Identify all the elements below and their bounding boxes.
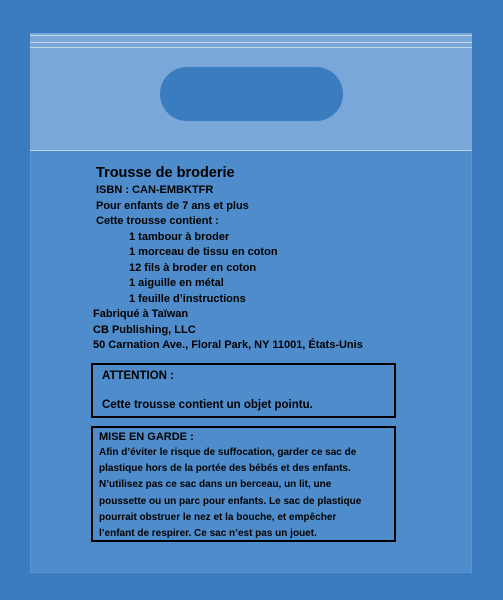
warning-box [91, 426, 396, 542]
bag-top-strip [30, 33, 472, 151]
contents-heading: Cette trousse contient : [96, 215, 219, 227]
product-title: Trousse de broderie [96, 165, 235, 181]
contents-item: 1 tambour à broder [129, 230, 230, 243]
warning-heading: MISE EN GARDE : [99, 431, 194, 443]
warning-line: poussette ou un parc pour enfants. Le sac de plastique [99, 495, 362, 507]
attention-heading: ATTENTION : [102, 370, 174, 382]
bag-handle-cutout [160, 67, 343, 121]
warning-line: N’utilisez pas ce sac dans un berceau, un lit, une [99, 479, 332, 491]
contents-item: 1 aiguille en métal [129, 277, 224, 289]
zip-line [30, 42, 472, 43]
contents-item: 12 fils à broder en coton [129, 261, 257, 274]
origin: Fabriqué à Taïwan [93, 308, 189, 320]
product-info [67, 164, 447, 354]
warning-line: pourrait obstruer le nez et la bouche, et empêcher [99, 511, 337, 523]
publisher-address: 50 Carnation Ave., Floral Park, NY 11001, États-Unis [93, 339, 363, 351]
attention-box [91, 363, 396, 418]
warning-line: Afin d’éviter le risque de suffocation, garder ce sac de [99, 447, 357, 458]
publisher: CB Publishing, LLC [93, 323, 196, 336]
contents-item: 1 feuille d’instructions [129, 292, 246, 305]
warning-line: l’enfant de respirer. Ce sac n’est pas un jouet. [99, 528, 317, 540]
attention-text: Cette trousse contient un objet pointu. [102, 399, 313, 411]
zip-line [30, 47, 472, 48]
contents-item: 1 morceau de tissu en coton [129, 246, 278, 258]
zip-line [30, 35, 472, 36]
warning-line: plastique hors de la portée des bébés et des enfants. [99, 463, 351, 475]
isbn: ISBN : CAN-EMBKTFR [96, 184, 214, 196]
age-rating: Pour enfants de 7 ans et plus [96, 199, 249, 212]
